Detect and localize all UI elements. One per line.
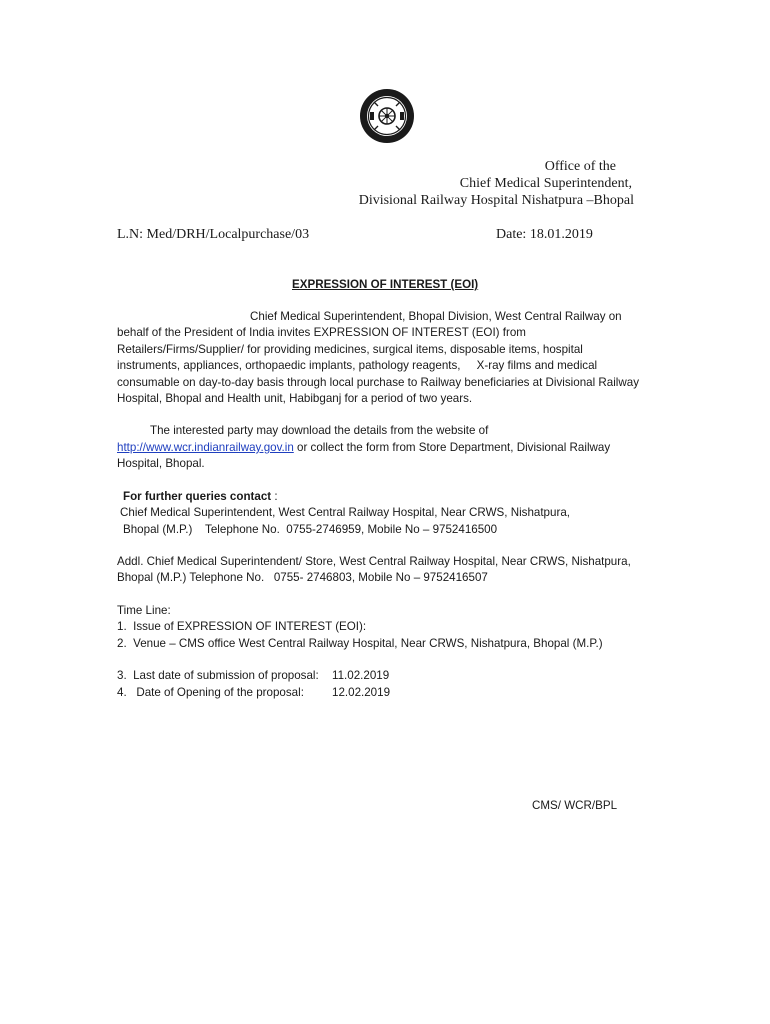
office-line-2: Chief Medical Superintendent, [459,176,632,191]
timeline-item-3-value: 11.02.2019 [332,669,390,682]
timeline-item-3-label: 3. Last date of submission of proposal: [117,669,319,682]
para1-line1: Chief Medical Superintendent, Bhopal Division, West Central Railway on [250,310,622,323]
contact-heading-text: For further queries contact [123,490,272,503]
para2-line1: The interested party may download the details from the website of [150,424,489,437]
addl-line-2: Bhopal (M.P.) Telephone No. 0755- 2746803, Mobile No – 9752416507 [117,571,488,584]
page-title: EXPRESSION OF INTEREST (EOI) [292,278,479,291]
para1-line6: Hospital, Bhopal and Health unit, Habibganj for a period of two years. [117,392,473,405]
website-link[interactable]: http://www.wcr.indianrailway.gov.in [117,441,294,454]
para1-line2: behalf of the President of India invites EXPRESSION OF INTEREST (EOI) from [117,326,526,339]
office-line-3: Divisional Railway Hospital Nishatpura –Bhopal [358,193,634,208]
office-line-1: Office of the [544,159,616,174]
signature: CMS/ WCR/BPL [532,799,618,812]
letter-number: L.N: Med/DRH/Localpurchase/03 [117,227,310,242]
contact-heading-suffix: : [271,490,278,503]
timeline-item-4-label: 4. Date of Opening of the proposal: [117,686,304,699]
para1-line3: Retailers/Firms/Supplier/ for providing medicines, surgical items, disposable items, hospital [117,343,583,356]
para1-line4: instruments, appliances, orthopaedic implants, pathology reagents, X-ray films and medical [117,359,598,372]
para2-line2-rest: or collect the form from Store Department, Divisional Railway [293,441,611,454]
para2-line2 [117,441,610,454]
contact-line-1: Chief Medical Superintendent, West Central Railway Hospital, Near CRWS, Nishatpura, [120,506,570,519]
addl-line-1: Addl. Chief Medical Superintendent/ Store, West Central Railway Hospital, Near CRWS, Nishatpura, [117,555,631,568]
para2-line3: Hospital, Bhopal. [117,457,205,470]
timeline-heading: Time Line: [117,604,171,617]
indian-railways-emblem [359,88,415,144]
timeline-item-2: 2. Venue – CMS office West Central Railway Hospital, Near CRWS, Nishatpura, Bhopal (M.P.) [117,637,603,650]
timeline-item-4-value: 12.02.2019 [332,686,391,699]
letter-date: Date: 18.01.2019 [496,227,593,242]
para1-line5: consumable on day-to-day basis through local purchase to Railway beneficiaries at Divisional Railway [117,376,639,389]
contact-line-2: Bhopal (M.P.) Telephone No. 0755-2746959, Mobile No – 9752416500 [123,523,498,536]
timeline-item-1: 1. Issue of EXPRESSION OF INTEREST (EOI): [117,620,367,633]
contact-heading [123,490,278,503]
